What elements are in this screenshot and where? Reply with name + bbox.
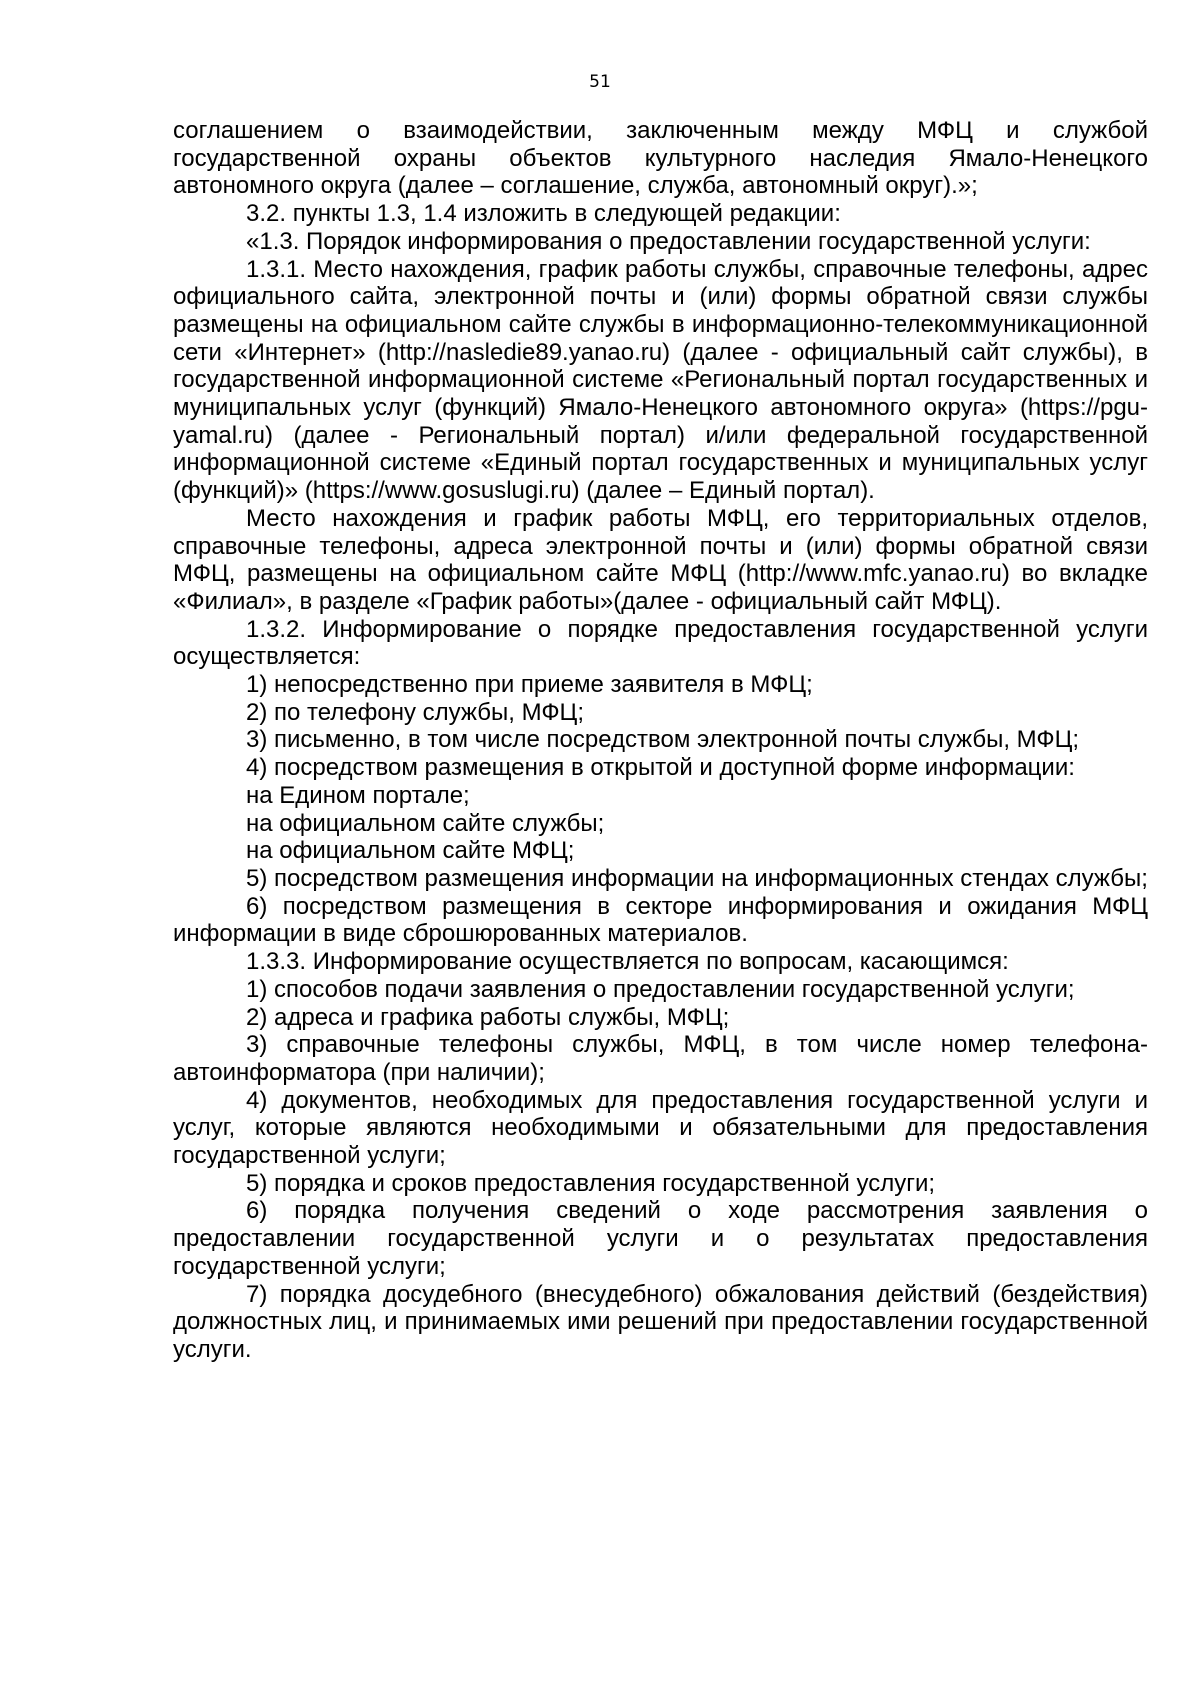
list-item: 6) порядка получения сведений о ходе рассмотрения заявления о предоставлении государственной услуги и о результатах предоставления государственной услуги;: [173, 1197, 1148, 1280]
list-item: 1) непосредственно при приеме заявителя в МФЦ;: [246, 671, 813, 699]
list-item: на официальном сайте службы;: [246, 809, 605, 837]
list-item: на Едином портале;: [246, 781, 470, 809]
list-item: 6) посредством размещения в секторе информирования и ожидания МФЦ информации в виде сброшюрованных материалов.: [173, 892, 1148, 948]
paragraph-mfc-location: Место нахождения и график работы МФЦ, его территориальных отделов, справочные телефоны, адреса электронной почты и (или) формы обратной связи МФЦ, размещены на официальном сайте МФЦ (http://www.mfc.yanao.ru) во вкладке «Филиал», в разделе «График работы»(далее - официальный сайт МФЦ).: [173, 504, 1148, 615]
list-item: 5) посредством размещения информации на информационных стендах службы;: [246, 864, 1148, 892]
paragraph-section-1-3-heading: «1.3. Порядок информирования о предоставлении государственной услуги:: [246, 227, 1091, 255]
list-item: 3) справочные телефоны службы, МФЦ, в том числе номер телефона-автоинформатора (при наличии);: [173, 1031, 1148, 1086]
list-item: 7) порядка досудебного (внесудебного) обжалования действий (бездействия) должностных лиц, и принимаемых ими решений при предоставлении государственной услуги.: [173, 1280, 1148, 1363]
paragraph-section-1-3-3: 1.3.3. Информирование осуществляется по вопросам, касающимся:: [246, 948, 1009, 976]
paragraph-amendment-3-2: 3.2. пункты 1.3, 1.4 изложить в следующей редакции:: [246, 200, 841, 228]
list-item: 4) документов, необходимых для предоставления государственной услуги и услуг, которые являются необходимыми и обязательными для предоставления государственной услуги;: [173, 1086, 1148, 1170]
paragraph-section-1-3-2: 1.3.2. Информирование о порядке предоставления государственной услуги осуществляется:: [173, 615, 1148, 671]
document-body: [173, 117, 1148, 1364]
list-item: 2) по телефону службы, МФЦ;: [246, 698, 584, 726]
list-item: 5) порядка и сроков предоставления государственной услуги;: [246, 1169, 936, 1197]
list-item: 1) способов подачи заявления о предоставлении государственной услуги;: [246, 975, 1075, 1003]
page-number: 51: [589, 72, 611, 92]
list-item: 4) посредством размещения в открытой и доступной форме информации:: [246, 754, 1075, 782]
paragraph-section-1-3-1: 1.3.1. Место нахождения, график работы службы, справочные телефоны, адрес официального сайта, электронной почты и (или) формы обратной связи службы размещены на официальном сайте службы в информационно-телекоммуникационной сети «Интернет» (http://nasledie89.yanao.ru) (далее - официальный сайт службы), в государственной информационной системе «Региональный портал государственных и муниципальных услуг (функций) Ямало-Ненецкого автономного округа» (https://pgu-yamal.ru) (далее - Региональный портал) и/или федеральной государственной информационной системе «Единый портал государственных и муниципальных услуг (функций)» (https://www.gosuslugi.ru) (далее – Единый портал).: [173, 255, 1148, 505]
list-item: 3) письменно, в том числе посредством электронной почты службы, МФЦ;: [246, 726, 1080, 754]
list-item: на официальном сайте МФЦ;: [246, 837, 575, 865]
list-item: 2) адреса и графика работы службы, МФЦ;: [246, 1003, 730, 1031]
paragraph-agreement-continuation: соглашением о взаимодействии, заключенным между МФЦ и службой государственной охраны объектов культурного наследия Ямало-Ненецкого автономного округа (далее – соглашение, служба, автономный округ).»;: [173, 117, 1148, 200]
